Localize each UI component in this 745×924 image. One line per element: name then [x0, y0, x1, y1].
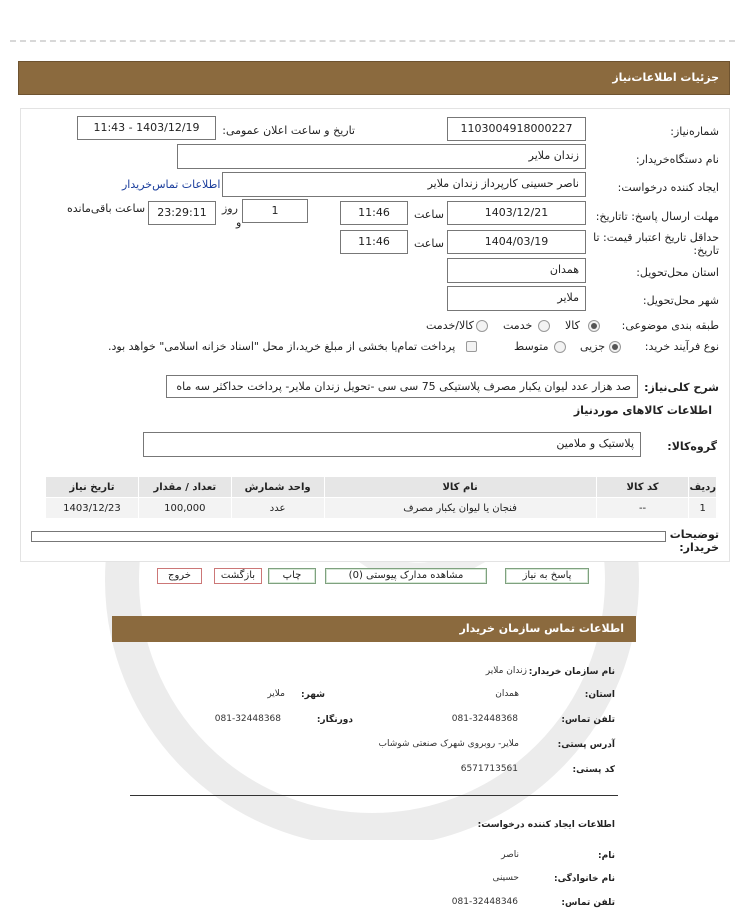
contact-postal-label: کد پستی: [572, 765, 615, 775]
cell-row: 1 [689, 498, 717, 519]
treasury-payment-checkbox[interactable] [466, 341, 477, 352]
requester-family: حسینی [492, 873, 519, 883]
contact-phone-label: تلفن تماس: [561, 715, 615, 725]
contact-header [112, 616, 636, 642]
cell-qty: 100,000 [138, 498, 231, 519]
cell-code: -- [596, 498, 689, 519]
requester-info-title: اطلاعات ایجاد کننده درخواست: [477, 820, 615, 830]
contact-city: ملایر [267, 689, 285, 699]
province-field: همدان [447, 258, 586, 283]
col-row: ردیف [689, 477, 717, 498]
category-option-goods-service: کالا/خدمت [426, 319, 474, 332]
table-header-row [46, 477, 717, 498]
deadline-time-field: 11:46 [340, 201, 408, 225]
city-label: شهر محل‌تحویل: [642, 294, 719, 307]
attachments-button[interactable]: مشاهده مدارک پیوستی (0) [325, 568, 487, 584]
col-unit: واحد شمارش [231, 477, 324, 498]
goods-info-label: اطلاعات کالاهای موردنیاز [573, 404, 712, 417]
requester-name: ناصر [501, 850, 519, 860]
goods-group-field: پلاستیک و ملامین [143, 432, 641, 457]
deadline-date-field: 1403/12/21 [447, 201, 586, 225]
exit-button[interactable]: خروج [157, 568, 202, 584]
days-label: روز [222, 202, 238, 215]
description-label: شرح کلی‌نیاز: [644, 381, 719, 394]
cell-date: 1403/12/23 [46, 498, 139, 519]
contact-org-label: نام سازمان خریدار: [528, 667, 615, 677]
category-label: طبقه بندی موضوعی: [621, 319, 719, 332]
reply-button[interactable]: پاسخ به نیاز [505, 568, 589, 584]
contact-address-label: آدرس پستی: [557, 740, 615, 750]
page-header [18, 61, 730, 95]
process-option-medium: متوسط [514, 340, 549, 353]
contact-postal: 6571713561 [460, 764, 518, 774]
contact-phone: 081-32448368 [451, 714, 518, 724]
province-label: استان محل‌تحویل: [636, 266, 719, 279]
back-button[interactable]: بازگشت [214, 568, 262, 584]
price-validity-date-field: 1404/03/19 [447, 230, 586, 254]
table-row [46, 498, 717, 519]
category-radio-service[interactable] [538, 320, 550, 332]
cell-unit: عدد [231, 498, 324, 519]
requester-family-label: نام خانوادگی: [553, 874, 615, 884]
contact-city-label: شهر: [301, 690, 325, 700]
price-validity-label-2: تاریخ: [693, 244, 719, 257]
col-code: کد کالا [596, 477, 689, 498]
contact-fax: 081-32448368 [214, 714, 281, 724]
col-date: تاریخ نیاز [46, 477, 139, 498]
contact-divider [130, 795, 618, 796]
description-field: صد هزار عدد لیوان یکبار مصرف پلاستیکی 75 سی سی -تحویل زندان ملایر- پرداخت حداکثر سه ماه [166, 375, 638, 398]
price-validity-time-field: 11:46 [340, 230, 408, 254]
category-option-goods: کالا [565, 319, 580, 332]
contact-fax-label: دورنگار: [316, 715, 353, 725]
requester-name-label: نام: [598, 851, 615, 861]
requester-phone-label: تلفن تماس: [561, 898, 615, 908]
contact-address: ملایر- روبروی شهرک صنعتی شوشاب [378, 739, 519, 749]
requester-phone: 081-32448346 [451, 897, 518, 907]
col-name: نام کالا [324, 477, 596, 498]
deadline-time-label: ساعت [414, 208, 444, 221]
remaining-label: ساعت باقی‌مانده [67, 202, 146, 215]
top-divider [10, 40, 735, 42]
process-radio-minor[interactable] [609, 341, 621, 353]
contact-province-label: استان: [584, 690, 615, 700]
process-radio-medium[interactable] [554, 341, 566, 353]
buyer-org-field: زندان ملایر [177, 144, 586, 169]
contact-province: همدان [495, 689, 519, 699]
payment-note: پرداخت تمام‌یا بخشی از مبلغ خرید،از محل "اسناد خزانه اسلامی" خواهد بود. [108, 340, 456, 353]
announce-label: تاریخ و ساعت اعلان عمومی: [222, 124, 355, 137]
process-option-minor: جزیی [580, 340, 606, 353]
col-qty: تعداد / مقدار [138, 477, 231, 498]
process-label: نوع فرآیند خرید: [644, 340, 719, 353]
announce-field: 1403/12/19 - 11:43 [77, 116, 216, 140]
buyer-notes-field [31, 531, 666, 542]
contact-org: زندان ملایر [485, 666, 527, 676]
days-field: 1 [242, 199, 308, 223]
requester-field: ناصر حسینی کارپرداز زندان ملایر [222, 172, 586, 197]
remaining-time-field: 23:29:11 [148, 201, 216, 225]
price-validity-label: حداقل تاریخ اعتبار قیمت: تا [593, 231, 719, 244]
buyer-contact-link[interactable]: اطلاعات تماس‌خریدار [122, 178, 221, 191]
requester-label: ایجاد کننده درخواست: [617, 181, 719, 194]
contact-title: اطلاعات تماس سازمان خریدار [459, 622, 624, 635]
and-label: و [236, 216, 242, 229]
page-title: جزئیات اطلاعات‌نیاز [612, 71, 719, 84]
print-button[interactable]: چاپ [268, 568, 316, 584]
goods-group-label: گروه‌کالا: [667, 440, 717, 453]
need-number-label: شماره‌نیاز: [670, 125, 719, 138]
buyer-notes-label: توضیحات [669, 528, 719, 541]
buyer-notes-label-2: خریدار: [679, 541, 719, 554]
deadline-label: مهلت ارسال پاسخ: تاتاریخ: [595, 210, 719, 223]
cell-name: فنجان یا لیوان یکبار مصرف [324, 498, 596, 519]
need-number-field: 1103004918000227 [447, 117, 586, 141]
category-radio-goods-service[interactable] [476, 320, 488, 332]
buyer-org-label: نام دستگاه‌خریدار: [635, 153, 719, 166]
category-option-service: خدمت [503, 319, 533, 332]
city-field: ملایر [447, 286, 586, 311]
category-radio-goods[interactable] [588, 320, 600, 332]
goods-table [45, 476, 717, 519]
price-validity-time-label: ساعت [414, 237, 444, 250]
